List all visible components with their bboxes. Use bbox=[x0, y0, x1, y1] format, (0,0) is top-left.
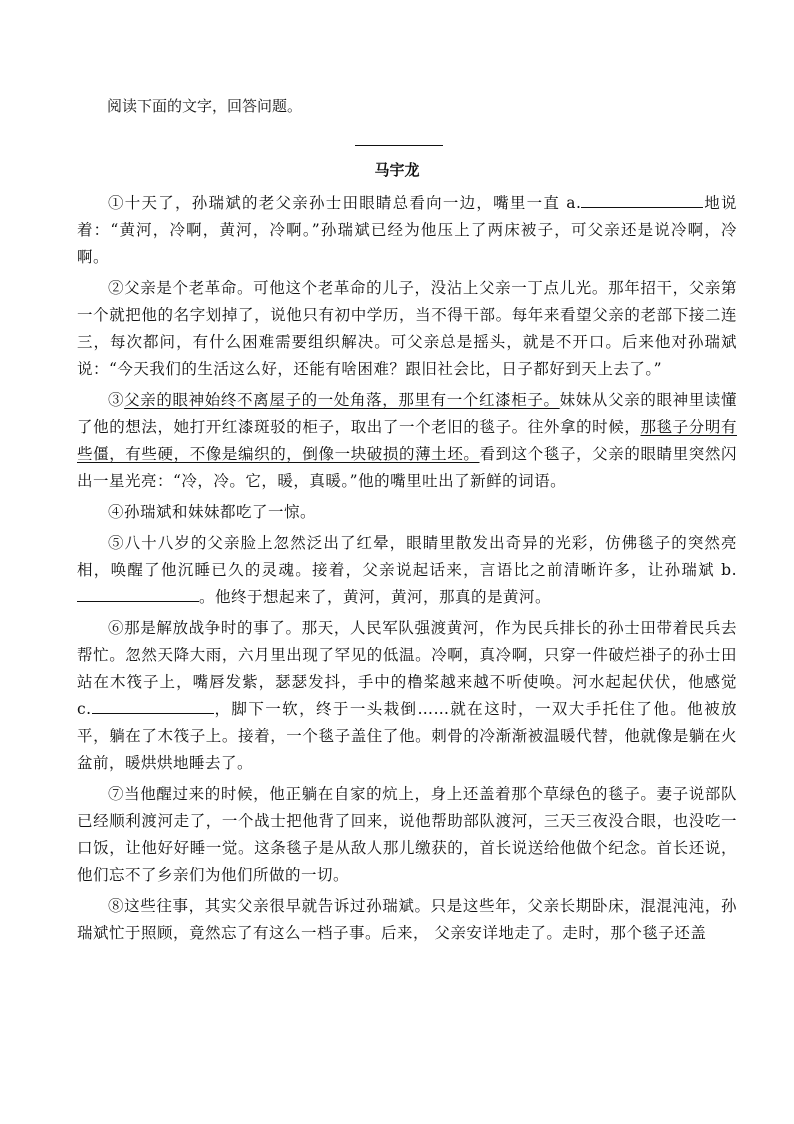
fill-blank-c[interactable] bbox=[92, 698, 214, 714]
underlined-sentence-2: 那毯子分明有些僵，有些硬，不像是编织的，倒像一块破损的薄土坯。 bbox=[77, 418, 737, 463]
title-blank-line bbox=[355, 145, 443, 146]
paragraph-8: ⑧这些往事，其实父亲很早就告诉过孙瑞斌。只是这些年，父亲长期卧床，混混沌沌，孙瑞斌忙于照顾，竟然忘了有这么一档子事。后来， 父亲安详地走了。走时，那个毯子还盖 bbox=[77, 897, 737, 942]
paragraph-2: ②父亲是个老革命。可他这个老革命的儿子，没沾上父亲一丁点儿光。那年招干，父亲第一个就把他的名字划掉了，说他只有初中学历，当不得干部。每年来看望父亲的老部下接二连三，每次都问，有什么困难需要组织解决。可父亲总是摇头，就是不开口。后来他对孙瑞斌说：“今天我们的生活这么好，还能有啥困难？跟旧社会比，日子都好到天上去了。” bbox=[77, 279, 737, 378]
underlined-sentence-1: 父亲的眼神始终不离屋子的一处角落，那里有一个红漆柜子。 bbox=[124, 391, 560, 409]
article-body bbox=[77, 190, 737, 951]
paragraph-1-text-a: ①十天了，孙瑞斌的老父亲孙士田眼睛总看向一边，嘴里一直 a. bbox=[108, 194, 582, 212]
paragraph-3-number: ③ bbox=[108, 391, 125, 409]
paragraph-3 bbox=[77, 387, 737, 495]
paragraph-6-text-a: ⑥那是解放战争时的事了。那天，人民军队强渡黄河，作为民兵排长的孙士田带着民兵去帮忙。忽然天降大雨，六月里出现了罕见的低温。冷啊，真冷啊，只穿一件破烂褂子的孙士田站在木筏子上，嘴唇发紫，瑟瑟发抖，手中的橹桨越来越不听使唤。河水起起伏伏，他感觉 c. bbox=[77, 619, 737, 718]
paragraph-1 bbox=[77, 190, 737, 271]
fill-blank-a[interactable] bbox=[581, 192, 703, 208]
paragraph-5-text-a: ⑤八十八岁的父亲脸上忽然泛出了红晕，眼睛里散发出奇异的光彩，仿佛毯子的突然亮相，唤醒了他沉睡已久的灵魂。接着，父亲说起话来，言语比之前清晰许多，让孙瑞斌 b. bbox=[77, 534, 737, 579]
author-name: 马宇龙 bbox=[374, 161, 420, 179]
paragraph-6-text-b: ，脚下一软，终于一头栽倒……就在这时，一双大手托住了他。他被放平，躺在了木筏子上。接着，一个毯子盖住了他。刺骨的冷渐渐被温暖代替，他就像是躺在火盆前，暖烘烘地睡去了。 bbox=[77, 700, 737, 772]
fill-blank-b[interactable] bbox=[77, 586, 199, 602]
paragraph-4: ④孙瑞斌和妹妹都吃了一惊。 bbox=[108, 503, 317, 521]
paragraph-5 bbox=[77, 530, 737, 611]
paragraph-7: ⑦当他醒过来的时候，他正躺在自家的炕上，身上还盖着那个草绿色的毯子。妻子说部队已经顺利渡河走了，一个战士把他背了回来，说他帮助部队渡河，三天三夜没合眼，也没吃一口饭，让他好好睡一觉。这条毯子是从敌人那儿缴获的，首长说送给他做个纪念。首长还说，他们忘不了乡亲们为他们所做的一切。 bbox=[77, 785, 737, 884]
paragraph-3-text-c: 看到这个毯子，父亲的眼睛里突然闪出一星光亮：“冷，冷。它，暖，真暖。”他的嘴里吐出了新鲜的词语。 bbox=[77, 445, 737, 490]
paragraph-5-text-b: 。他终于想起来了，黄河，黄河，那真的是黄河。 bbox=[199, 588, 552, 606]
reading-instruction: 阅读下面的文字，回答问题。 bbox=[107, 97, 303, 115]
paragraph-1-text-b: 地说着：“黄河，冷啊，黄河，冷啊。”孙瑞斌已经为他压上了两床被子，可父亲还是说冷啊，冷啊。 bbox=[77, 194, 737, 266]
paragraph-6 bbox=[77, 615, 737, 777]
paragraph-3-text-b: 妹妹从父亲的眼神里读懂了他的想法，她打开红漆斑驳的柜子，取出了一个老旧的毯子。往外拿的时候， bbox=[77, 391, 737, 436]
